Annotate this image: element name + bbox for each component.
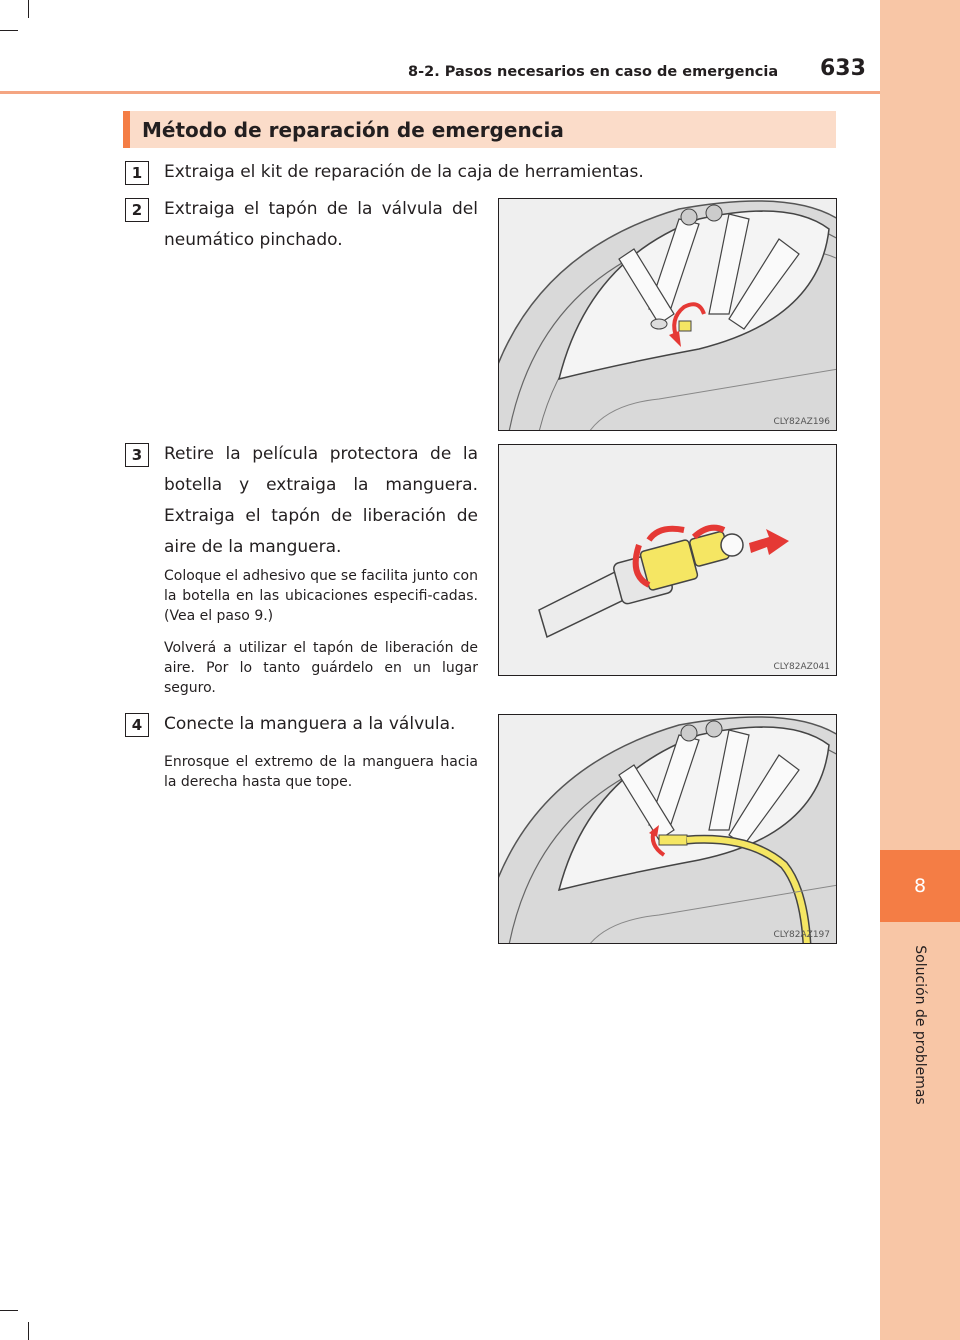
crop-mark [0, 30, 18, 31]
hose-cap-illustration [499, 445, 837, 676]
crop-mark [28, 0, 29, 18]
hose-connected-illustration [499, 715, 837, 944]
step-4-note-1: Enrosque el extremo de la manguera hacia la derecha hasta que tope. [164, 754, 478, 790]
step-2-number: 2 [125, 198, 149, 222]
figure-code: CLY82AZ041 [773, 662, 830, 672]
step-3-note-1: Coloque el adhesivo que se facilita junto con la botella en las ubicaciones especifi-cadas. (Vea el paso 9.) [164, 568, 478, 624]
chapter-sidebar [880, 0, 960, 1340]
step-2-text: Extraiga el tapón de la válvula del neumático pinchado. [164, 199, 478, 250]
chapter-number: 8 [913, 875, 927, 897]
figure-connect-hose [498, 714, 837, 944]
section-title: Método de reparación de emergencia [142, 118, 564, 142]
chapter-title-container [880, 925, 960, 1125]
page-number: 633 [820, 56, 866, 81]
step-4-number: 4 [125, 713, 149, 737]
figure-remove-valve-cap [498, 198, 837, 431]
header-rule [0, 91, 880, 94]
wheel-valve-illustration [499, 199, 837, 431]
step-1-text: Extraiga el kit de reparación de la caja de herramientas. [164, 162, 644, 182]
running-header: 8-2. Pasos necesarios en caso de emergencia [408, 64, 779, 80]
step-1-number: 1 [125, 161, 149, 185]
step-4-text: Conecte la manguera a la válvula. [164, 714, 456, 734]
figure-code: CLY82AZ197 [773, 930, 830, 940]
step-3-text: Retire la película protectora de la botella y extraiga la manguera. Extraiga el tapón de liberación de aire de la manguera. [164, 444, 478, 557]
figure-remove-hose-cap [498, 444, 837, 676]
section-accent [123, 111, 130, 148]
figure-code: CLY82AZ196 [773, 417, 830, 427]
step-3-note-2: Volverá a utilizar el tapón de liberación de aire. Por lo tanto guárdelo en un lugar seguro. [164, 640, 478, 696]
crop-mark [0, 1310, 18, 1311]
chapter-tab[interactable] [880, 850, 960, 922]
crop-mark [28, 1322, 29, 1340]
chapter-title: Solución de problemas [912, 945, 928, 1105]
section-heading [123, 111, 836, 148]
step-3-number: 3 [125, 443, 149, 467]
